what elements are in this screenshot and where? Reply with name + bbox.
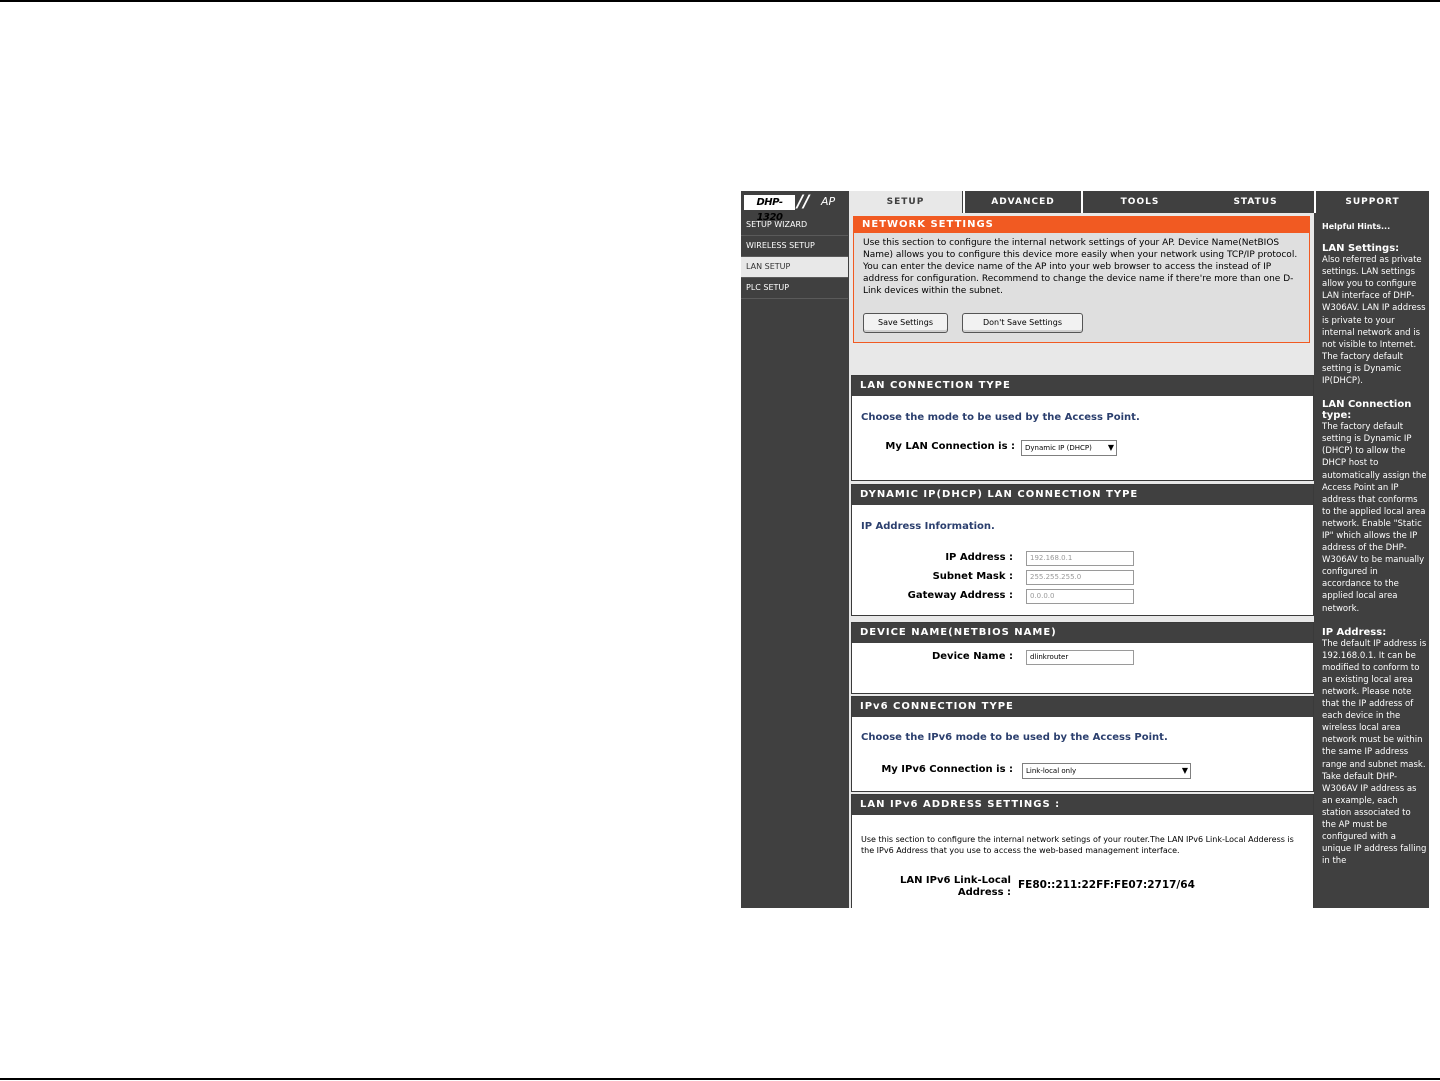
lan-ipv6-description: Use this section to configure the internal network setings of your router.The LAN IPv6 Link-Local Adderess is the IPv6 Address that you use to access the web-based management interface.: [861, 835, 1294, 855]
lan-ipv6-label-line1: LAN IPv6 Link-Local: [899, 875, 1011, 886]
device-name-section: [851, 622, 1314, 694]
lan-ipv6-label-line2: Address :: [957, 887, 1011, 898]
lan-connection-title: LAN CONNECTION TYPE: [852, 376, 1313, 396]
lan-connection-prompt: Choose the mode to be used by the Access Point.: [861, 412, 1140, 423]
tab-tools[interactable]: TOOLS: [1083, 191, 1197, 213]
device-name-title: DEVICE NAME(NETBIOS NAME): [852, 623, 1313, 643]
ipv6-connection-label: My IPv6 Connection is :: [881, 764, 1013, 775]
ip-info-heading: IP Address Information.: [861, 521, 995, 532]
model-label: DHP-1320: [744, 195, 795, 210]
dhcp-section: [851, 484, 1314, 616]
subnet-mask-field[interactable]: 255.255.255.0: [1026, 570, 1134, 585]
sidebar-item-lan-setup[interactable]: LAN SETUP: [741, 257, 848, 278]
bottom-rule: [0, 1078, 1440, 1080]
network-settings-title: NETWORK SETTINGS: [854, 217, 1309, 233]
lan-ipv6-section: [851, 794, 1314, 908]
sidebar-item-wireless-setup[interactable]: WIRELESS SETUP: [741, 236, 848, 257]
ipv6-connection-section: [851, 696, 1314, 792]
help-section-ip-address: [1316, 627, 1429, 868]
help-text: The factory default setting is Dynamic IP (DHCP) to allow the DHCP host to automatically assign the Access Point an IP address that conforms to the applied local area network. Enable "Static IP" which allows the IP address of the DHP-W306AV to be manually configured in accordance to the applied local area network.: [1322, 422, 1427, 614]
lan-ipv6-link-local-label: [852, 875, 1011, 899]
device-name-label: Device Name :: [931, 651, 1013, 662]
lan-connection-value: Dynamic IP (DHCP): [1025, 444, 1092, 452]
ipv6-connection-prompt: Choose the IPv6 mode to be used by the Access Point.: [861, 732, 1168, 743]
helpful-hints-heading: Helpful Hints...: [1322, 222, 1391, 231]
tab-support[interactable]: SUPPORT: [1316, 191, 1429, 213]
sidebar: [741, 215, 848, 299]
tab-setup[interactable]: SETUP: [849, 191, 962, 213]
dont-save-settings-button[interactable]: Don't Save Settings: [962, 313, 1083, 333]
chevron-down-icon: ▼: [1107, 443, 1114, 452]
sidebar-item-plc-setup[interactable]: PLC SETUP: [741, 278, 848, 299]
help-text: The default IP address is 192.168.0.1. It can be modified to conform to an existing local area network. Please note that the IP address of each device in the wireless local area network must be within the same IP address range and subnet mask. Take default DHP-W306AV IP address as an example, each station associated to the AP must be configured with a unique IP address falling in the: [1322, 638, 1427, 867]
ipv6-connection-title: IPv6 CONNECTION TYPE: [852, 697, 1313, 717]
lan-connection-select[interactable]: [1021, 440, 1117, 456]
help-text: Also referred as private settings. LAN settings allow you to configure LAN interface of DHP-W306AV. LAN IP address is private to your internal network and is not visible to Internet. The factory default setting is Dynamic IP(DHCP).: [1322, 255, 1426, 387]
lan-ipv6-title: LAN IPv6 ADDRESS SETTINGS :: [852, 795, 1313, 815]
mode-label: AP: [821, 195, 836, 208]
ipv6-connection-value: Link-local only: [1026, 767, 1077, 775]
tab-status[interactable]: STATUS: [1197, 191, 1314, 213]
ipv6-connection-select[interactable]: [1022, 763, 1191, 779]
help-title: LAN Settings:: [1322, 243, 1400, 255]
help-title: IP Address:: [1322, 626, 1387, 638]
help-title: LAN Connection type:: [1322, 399, 1412, 422]
dlink-logo: [741, 191, 849, 223]
subnet-mask-label: Subnet Mask :: [932, 571, 1013, 582]
chevron-down-icon: ▼: [1181, 766, 1188, 775]
logo-slashes: //: [797, 192, 810, 212]
helpful-hints-panel: [1316, 215, 1429, 908]
top-rule: [0, 0, 1440, 2]
ip-address-label: IP Address :: [945, 552, 1013, 563]
gateway-address-label: Gateway Address :: [907, 590, 1013, 601]
device-name-field[interactable]: dlinkrouter: [1026, 650, 1134, 665]
main-content: [849, 213, 1314, 908]
dhcp-title: DYNAMIC IP(DHCP) LAN CONNECTION TYPE: [852, 485, 1313, 505]
lan-ipv6-address-value: FE80::211:22FF:FE07:2717/64: [1018, 879, 1195, 891]
router-admin-window: [741, 191, 1429, 908]
tab-advanced[interactable]: ADVANCED: [965, 191, 1081, 213]
gateway-address-field[interactable]: 0.0.0.0: [1026, 589, 1134, 604]
lan-connection-label: My LAN Connection is :: [885, 441, 1015, 452]
ip-address-field[interactable]: 192.168.0.1: [1026, 551, 1134, 566]
save-settings-button[interactable]: Save Settings: [863, 313, 948, 333]
network-settings-description: Use this section to configure the internal network settings of your AP. Device Name(NetBIOS Name) allows you to configure this device more easily when your network using TCP/IP protocol. You can enter the device name of the AP into your web browser to access the instead of IP address for configuration. Recommend to change the device name if there're more than one D-Link devices within the subnet.: [863, 238, 1298, 296]
network-settings-panel: [853, 216, 1310, 343]
help-section-lan-connection-type: [1316, 399, 1429, 615]
sidebar-item-setup-wizard[interactable]: SETUP WIZARD: [741, 215, 848, 236]
lan-connection-section: [851, 375, 1314, 481]
help-section-lan-settings: [1316, 243, 1429, 387]
